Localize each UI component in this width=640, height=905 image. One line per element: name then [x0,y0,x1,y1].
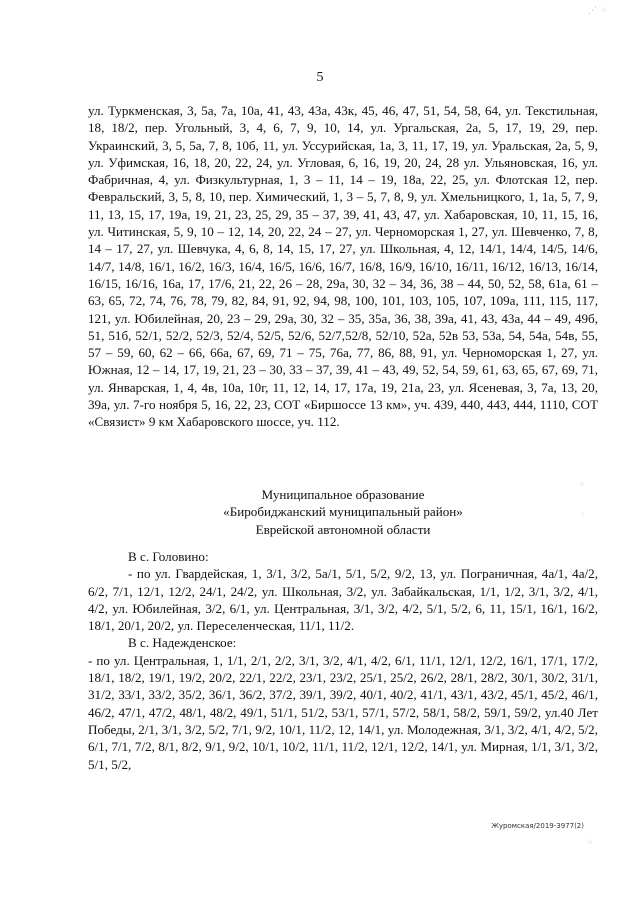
heading-line-2: «Биробиджанский муниципальный район» [223,504,463,520]
section-heading [88,486,598,538]
scan-mark: ⁘ [586,838,594,848]
nadezhdenskoe-addresses: - по ул. Центральная, 1, 1/1, 2/1, 2/2, 3/1, 3/2, 4/1, 4/2, 6/1, 11/1, 12/1, 12/2, 16/1, 17/1, 17/2, 18/1, 18/2, 19/1, 19/2, 20/2, 22/1, 22/2, 23/1, 23/2, 25/1, 25/2, 26/2, 28/1, 28/2, 30/1, 30/2, 31/1, 31/2, 33/1, 33/2, 35/2, 36/1, 36/2, 37/2, 39/1, 39/2, 40/1, 40/2, 41/1, 43/1, 43/2, 45/1, 45/2, 46/1, 46/2, 47/1, 47/2, 48/1, 48/2, 49/1, 51/1, 51/2, 53/1, 57/1, 57/2, 58/1, 58/2, 59/1, 59/2, ул.40 Лет Победы, 2/1, 3/1, 3/2, 5/2, 7/1, 9/2, 10/1, 11/2, 12, 14/1, ул. Молодежная, 3/1, 3/2, 4/1, 4/2, 5/2, 6/1, 7/1, 7/2, 8/1, 8/2, 9/1, 9/2, 10/1, 10/2, 11/1, 11/2, 12/1, 12/2, 14/1, ул. Мирная, 1/1, 3/1, 3/2, 5/1, 5/2, [88,652,598,772]
scan-mark: ⁖ [580,510,586,520]
scan-mark: ⁘ [578,480,586,490]
document-code: Журомская/2019-3977(2) [491,822,584,830]
village-lists [88,548,598,773]
scan-mark: ⋰ ⁘ [588,6,608,16]
address-list-text: ул. Туркменская, 3, 5а, 7а, 10а, 41, 43, 43а, 43к, 45, 46, 47, 51, 54, 58, 64, ул. Текстильная, 18, 18/2, пер. Угольный, 3, 4, 6, 7, 9, 10, 14, ул. Ургальская, 2а, 5, 17, 19, 29, пер. Украинский, 3, 5, 5а, 7, 8, 10б, 11, ул. Уссурийская, 1а, 3, 11, 17, 19, ул. Уральская, 2а, 5, 9, ул. Уфимская, 16, 18, 20, 22, 24, ул. Угловая, 6, 16, 19, 20, 24, 28 ул. Ульяновская, 16, ул. Фабричная, 4, ул. Физкультурная, 1, 3 – 11, 14 – 19, 18а, 22, 25, ул. Флотская 12, пер. Февральский, 3, 5, 8, 10, пер. Химический, 1, 3 – 5, 7, 8, 9, ул. Хмельницкого, 1, 1а, 5, 7, 9, 11, 13, 15, 17, 19а, 19, 21, 23, 25, 29, 35 – 37, 39, 41, 43, 47, ул. Хабаровская, 10, 11, 15, 16, ул. Читинская, 5, 9, 10 – 12, 14, 20, 22, 24 – 27, ул. Черноморская 1, 27, ул. Шевченко, 7, 8, 14 – 17, 27, ул. Шевчука, 4, 6, 8, 14, 15, 17, 27, ул. Школьная, 4, 12, 14/1, 14/4, 14/5, 14/6, 14/7, 14/8, 16/1, 16/2, 16/3, 16/4, 16/5, 16/6, 16/7, 16/8, 16/9, 16/10, 16/11, 16/12, 16/13, 16/14, 16/15, 16/16, 16а, 17, 17/6, 21, 22, 26 – 28, 29а, 30, 32 – 34, 36, 38 – 44, 50, 52, 58, 61а, 61 – 63, 65, 72, 74, 76, 78, 79, 82, 84, 91, 92, 94, 98, 100, 101, 103, 105, 107, 109а, 111, 115, 117, 121, ул. Юбилейная, 20, 23 – 29, 29а, 30, 32 – 35, 35а, 36, 38, 39а, 41, 43, 43а, 44 – 49, 49б, 51, 51б, 52/1, 52/2, 52/3, 52/4, 52/5, 52/6, 52/7,52/8, 52/10, 52а, 52в 53, 53а, 54, 54а, 54в, 55, 57 – 59, 60, 62 – 66, 66а, 67, 69, 71 – 75, 76а, 77, 86, 88, 91, ул. Черноморская 1, 27, ул. Южная, 12 – 14, 17, 19, 21, 23 – 30, 33 – 37, 39, 41 – 43, 49, 52, 54, 59, 61, 63, 65, 67, 69, 71, ул. Январская, 1, 4, 4в, 10а, 10г, 11, 12, 14, 17, 17а, 19, 21а, 23, ул. Ясеневая, 3, 7а, 13, 20, 39а, ул. 7-го ноября 5, 16, 22, 23, СОТ «Биршоссе 13 км», уч. 439, 440, 443, 444, 1110, СОТ «Связист» 9 км Хабаровского шоссе, уч. 112. [88,103,598,430]
nadezhdenskoe-intro: В с. Надежденское: [128,635,237,651]
golovino-intro: В с. Головино: [128,549,209,564]
heading-line-1: Муниципальное образование [261,487,425,502]
page-number: 5 [316,70,324,85]
address-list-paragraph [88,102,598,431]
heading-line-3: Еврейской автономной области [255,521,431,537]
golovino-addresses: - по ул. Гвардейская, 1, 3/1, 3/2, 5а/1, 5/1, 5/2, 9/2, 13, ул. Пограничная, 4а/1, 4а/2, 6/2, 7/1, 12/1, 12/2, 24/1, 24/2, ул. Школьная, 3/2, ул. Забайкальская, 1/1, 1/2, 3/1, 3/2, 4/1, 4/2, ул. Юбилейная, 3/2, 6/1, ул. Центральная, 3/1, 3/2, 4/2, 5/1, 5/2, 6, 11, 15/1, 16/1, 16/2, 18/1, 20/1, 20/2, ул. Переселенческая, 11/1, 11/2. [88,566,598,634]
